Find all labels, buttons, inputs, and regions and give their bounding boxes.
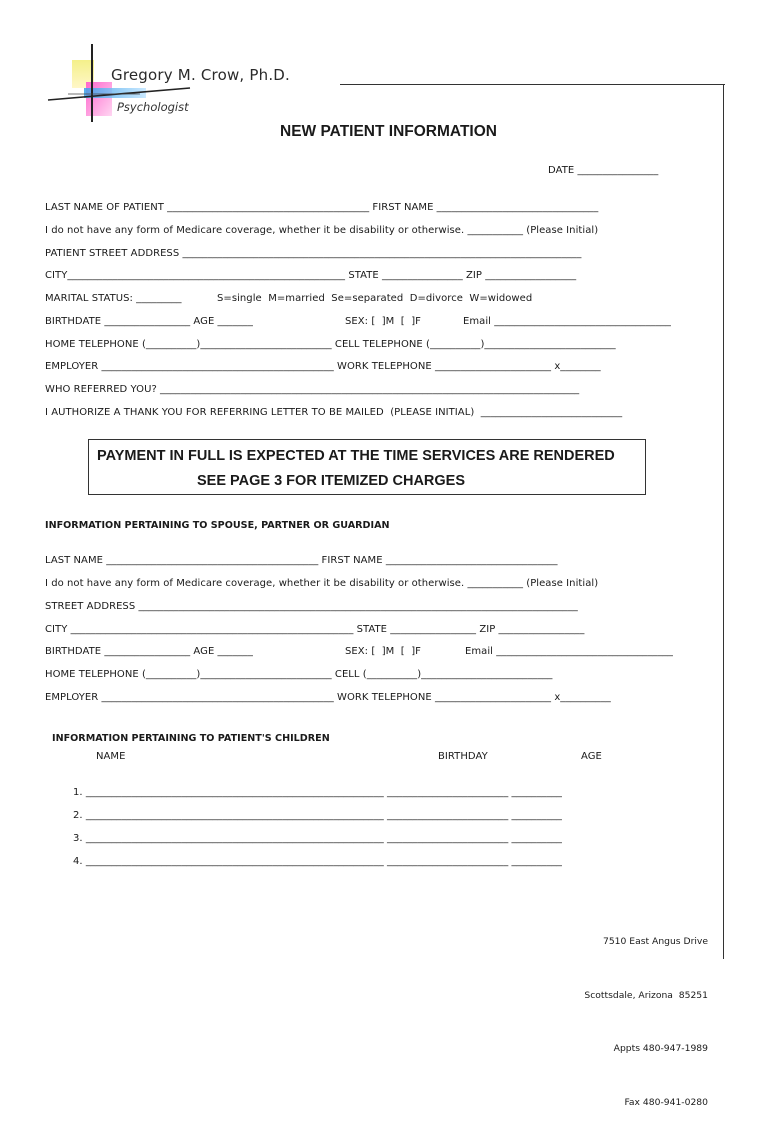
- spouse-employer[interactable]: EMPLOYER ______________________________________________ WORK TELEPHONE _______________________ x__________: [45, 692, 611, 703]
- patient-referral[interactable]: WHO REFERRED YOU? ___________________________________________________________________________________: [45, 384, 580, 395]
- spouse-street-address[interactable]: STREET ADDRESS _______________________________________________________________________________________: [45, 601, 578, 612]
- spouse-name-fields[interactable]: LAST NAME __________________________________________ FIRST NAME __________________________________: [45, 555, 558, 566]
- frame-right-line: [723, 84, 724, 959]
- children-col-birthday: BIRTHDAY: [438, 751, 488, 762]
- payment-banner: [88, 439, 646, 495]
- payment-notice: PAYMENT IN FULL IS EXPECTED AT THE TIME SERVICES ARE RENDERED: [97, 448, 615, 464]
- spouse-city-state-zip[interactable]: CITY ________________________________________________________ STATE _________________ ZIP _________________: [45, 624, 585, 635]
- spouse-sex[interactable]: SEX: [ ]M [ ]F: [345, 646, 421, 657]
- practitioner-name: Gregory M. Crow, Ph.D.: [111, 66, 291, 84]
- child-row-2[interactable]: 2. ___________________________________________________________ ________________________ __________: [73, 810, 562, 821]
- child-row-3[interactable]: 3. ___________________________________________________________ ________________________ __________: [73, 833, 562, 844]
- address-fax: Fax 480-941-0280: [624, 1096, 708, 1108]
- practitioner-profession: Psychologist: [117, 100, 189, 114]
- address-city: Scottsdale, Arizona 85251: [584, 989, 708, 1001]
- patient-thank-you-authorization[interactable]: I AUTHORIZE A THANK YOU FOR REFERRING LETTER TO BE MAILED (PLEASE INITIAL) ____________________________: [45, 407, 623, 418]
- patient-marital-status[interactable]: MARITAL STATUS: _________: [45, 293, 182, 304]
- patient-name-fields[interactable]: LAST NAME OF PATIENT ________________________________________ FIRST NAME ________________________________: [45, 202, 599, 213]
- patient-street-address[interactable]: PATIENT STREET ADDRESS _______________________________________________________________________________: [45, 248, 582, 259]
- patient-phones[interactable]: HOME TELEPHONE (__________)__________________________ CELL TELEPHONE (__________)__________________________: [45, 339, 616, 350]
- spouse-phones[interactable]: HOME TELEPHONE (__________)__________________________ CELL (__________)__________________________: [45, 669, 553, 680]
- child-row-4[interactable]: 4. ___________________________________________________________ ________________________ __________: [73, 856, 562, 867]
- patient-medicare-initial[interactable]: I do not have any form of Medicare coverage, whether it be disability or otherwise. ___________ (Please Initial): [45, 225, 599, 236]
- address-appointments-phone: Appts 480-947-1989: [613, 1043, 708, 1054]
- date-field[interactable]: DATE ________________: [548, 165, 659, 176]
- spouse-birthdate-age[interactable]: BIRTHDATE _________________ AGE _______: [45, 646, 253, 657]
- patient-email[interactable]: Email ___________________________________: [463, 316, 671, 327]
- patient-sex[interactable]: SEX: [ ]M [ ]F: [345, 316, 421, 327]
- patient-city-state-zip[interactable]: CITY_______________________________________________________ STATE ________________ ZIP __________________: [45, 270, 577, 281]
- itemized-charges-note: SEE PAGE 3 FOR ITEMIZED CHARGES: [197, 473, 466, 489]
- address-street: 7510 East Angus Drive: [602, 936, 708, 947]
- patient-birthdate-age[interactable]: BIRTHDATE _________________ AGE _______: [45, 316, 253, 327]
- spouse-email[interactable]: Email ___________________________________: [465, 646, 673, 657]
- children-col-name: NAME: [96, 751, 126, 762]
- spouse-medicare-initial[interactable]: I do not have any form of Medicare coverage, whether it be disability or otherwise. ___________ (Please Initial): [45, 578, 599, 589]
- frame-top-line: [340, 84, 725, 85]
- patient-employer[interactable]: EMPLOYER ______________________________________________ WORK TELEPHONE _______________________ x________: [45, 361, 601, 372]
- children-section-heading: INFORMATION PERTAINING TO PATIENT'S CHILDREN: [52, 733, 330, 744]
- spouse-section-heading: INFORMATION PERTAINING TO SPOUSE, PARTNER OR GUARDIAN: [45, 520, 390, 531]
- marital-status-legend: S=single M=married Se=separated D=divorce W=widowed: [217, 293, 533, 304]
- page-title: NEW PATIENT INFORMATION: [280, 123, 497, 140]
- child-row-1[interactable]: 1. ___________________________________________________________ ________________________ __________: [73, 787, 562, 798]
- office-address: [520, 896, 708, 1129]
- children-col-age: AGE: [581, 751, 602, 762]
